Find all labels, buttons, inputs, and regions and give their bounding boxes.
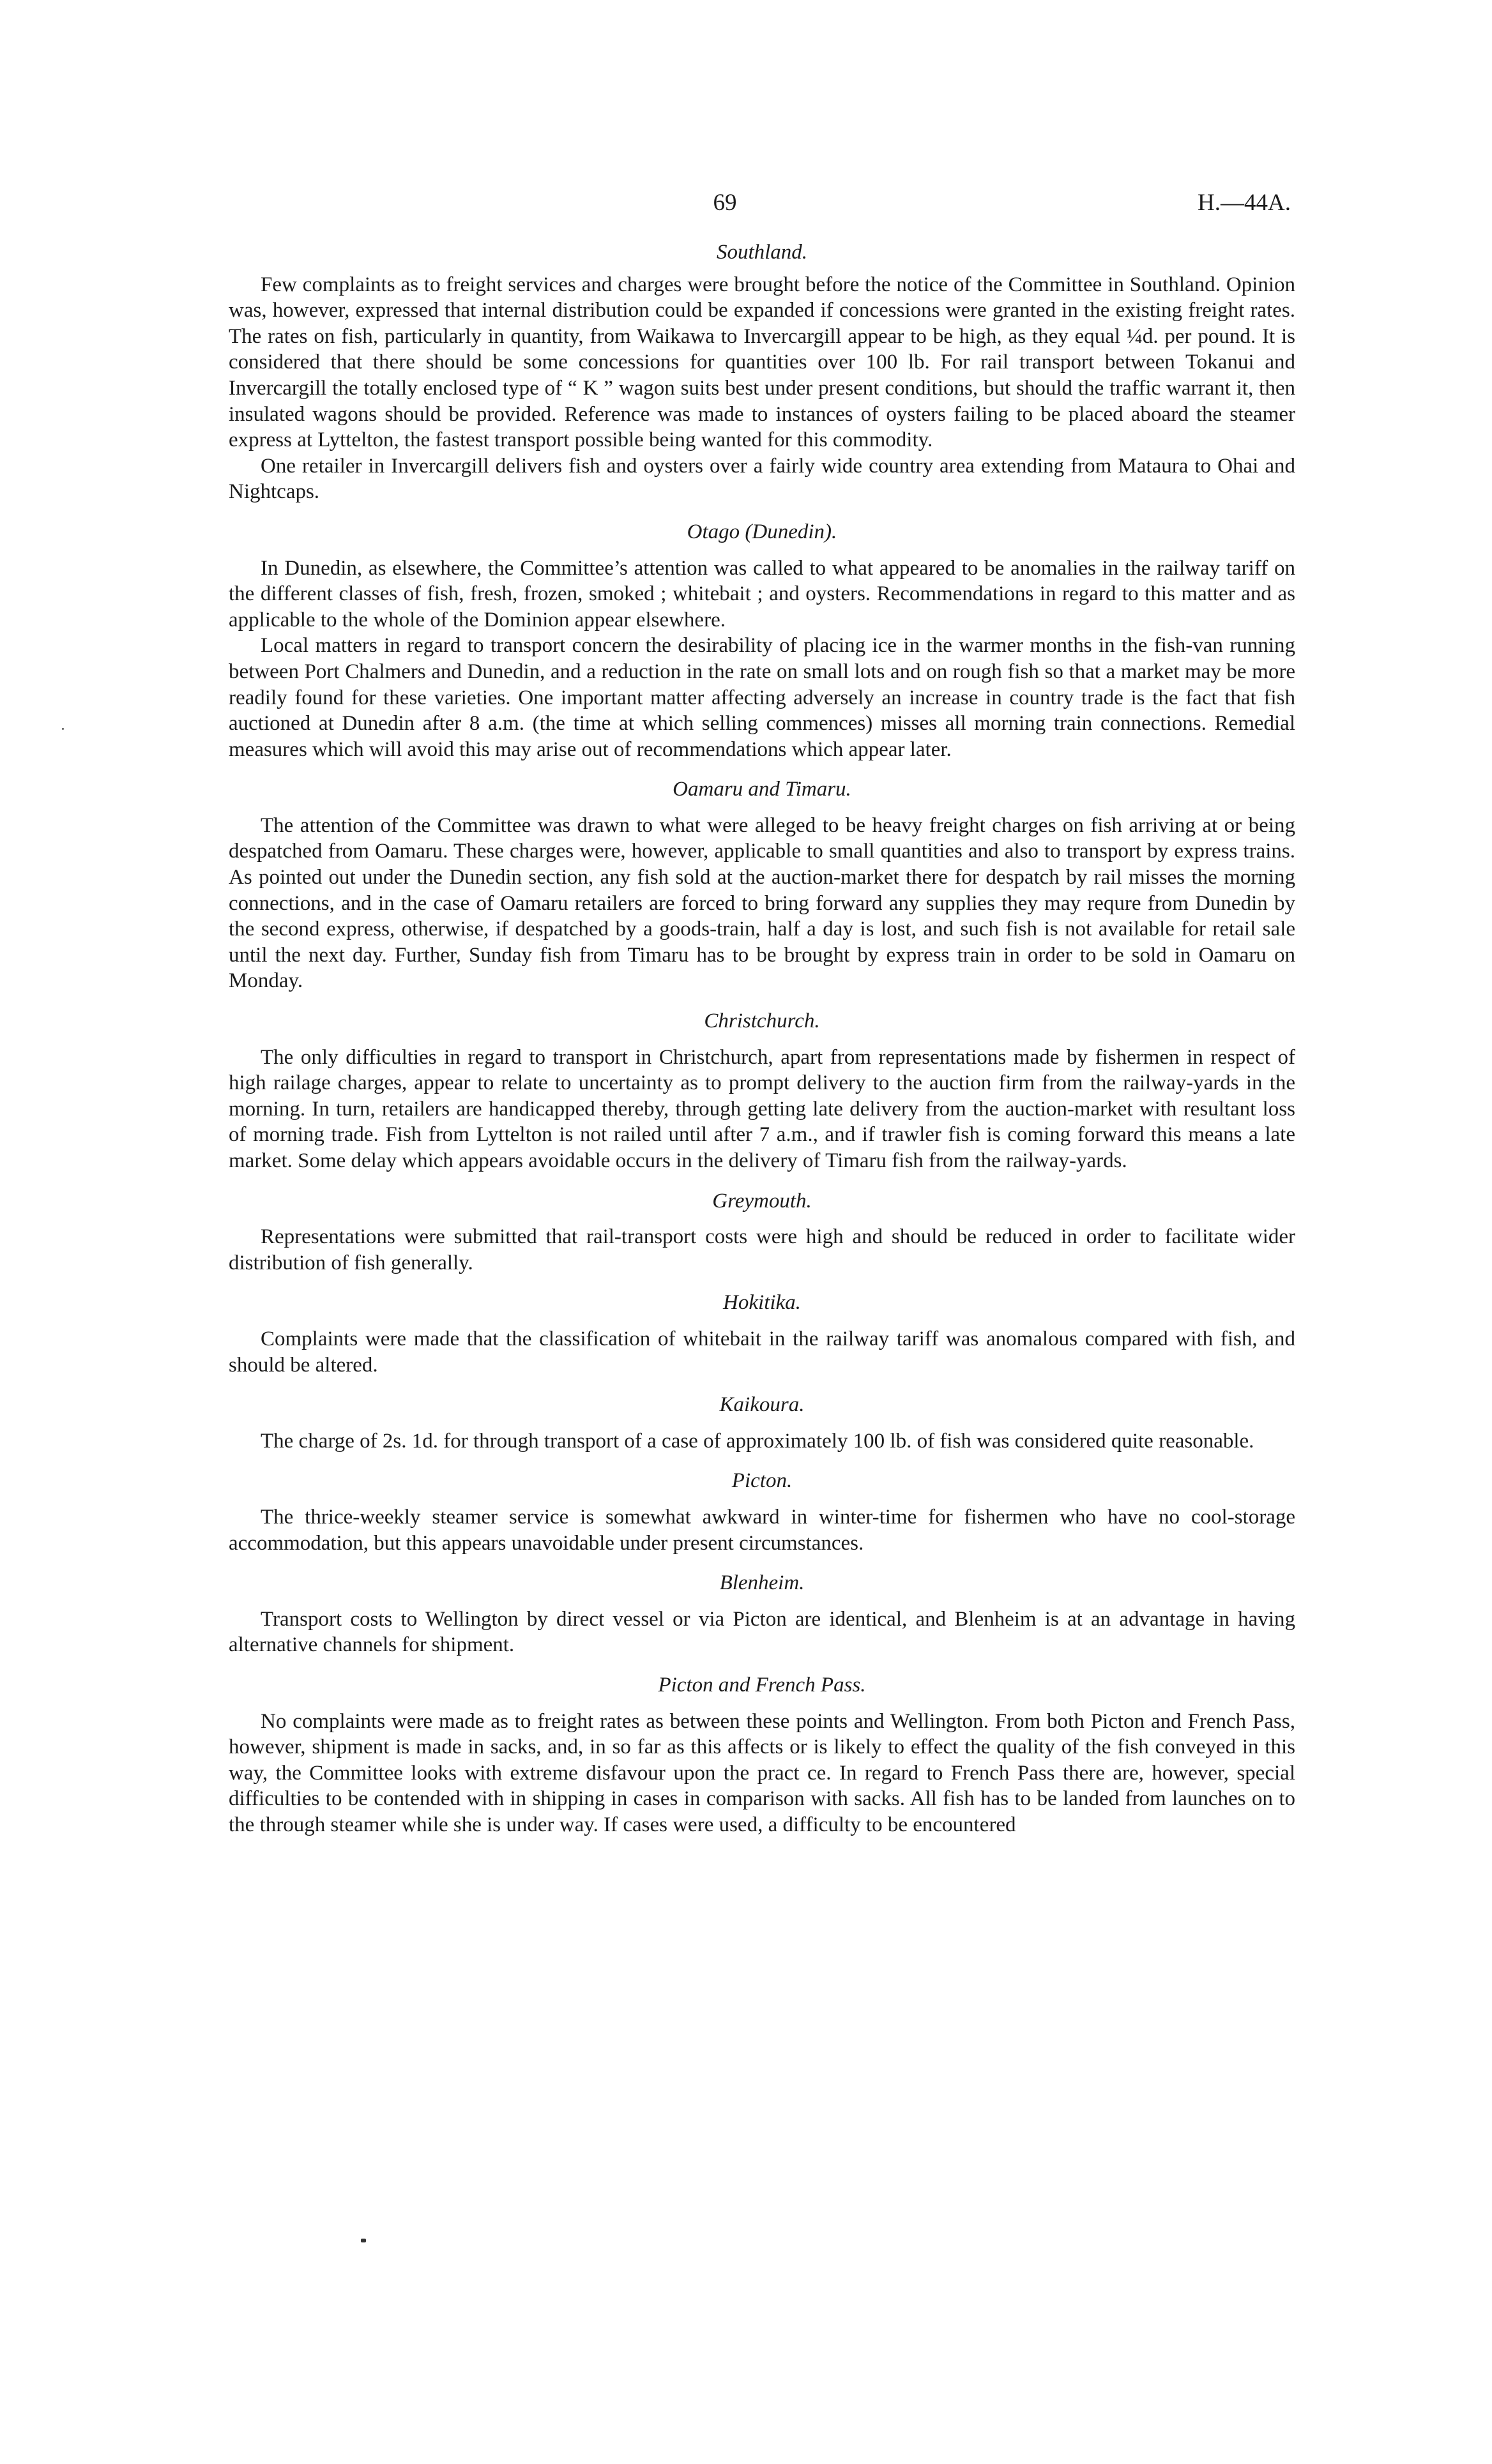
document-body [229, 239, 1295, 1838]
section-heading: Southland. [716, 241, 808, 264]
paragraph: The only difficulties in regard to transport in Christchurch, apart from representations made by fishermen in respect of high railage charges, appear to relate to uncertainty as to prompt delivery to the auction firm from the railway-yards in the morning. In turn, retailers are handicapped thereby, through getting late delivery from the auction-market with resultant loss of morning trade. Fish from Lyttelton is not railed until after 7 a.m., and if trawler fish is coming forward this means a late market. Some delay which appears avoidable occurs in the delivery of Timaru fish from the railway-yards. [229, 1045, 1295, 1172]
section-heading: Otago (Dunedin). [687, 520, 837, 543]
section-hokitika [229, 1290, 1295, 1378]
section-kaikoura [229, 1392, 1295, 1454]
section-southland [229, 239, 1295, 505]
section-heading: Blenheim. [719, 1571, 805, 1595]
paragraph: The attention of the Committee was drawn to what were alleged to be heavy freight charges on fish arriving at or being despatched from Oamaru. These charges were, however, applicable to small quantities and also to transport by express trains. As pointed out under the Dunedin section, any fish sold at the auction-market there for despatch by rail misses the morning connections, and in the case of Oamaru retailers are forced to bring forward any supplies they may requre from Dunedin by the second express, otherwise, if despatched by a goods-train, half a day is lost, and such fish is not available for retail sale until the next day. Further, Sunday fish from Timaru has to be brought by express train in order to be sold in Oamaru on Monday. [229, 813, 1295, 993]
paragraph: No complaints were made as to freight rates as between these points and Wellington. From both Picton and French Pass, however, shipment is made in sacks, and, in so far as this affects or is likely to effect the quality of the fish conveyed in this way, the Committee looks with extreme disfavour upon the pract ce. In regard to French Pass there are, however, special difficulties to be contended with in shipping in cases in comparison with sacks. All fish has to be landed from launches on to the through steamer while she is under way. If cases were used, a difficulty to be encountered [229, 1709, 1295, 1836]
section-christchurch [229, 1008, 1295, 1174]
paragraph: Few complaints as to freight services and charges were brought before the notice of the Committee in Southland. Opinion was, however, expressed that internal distribution could be expanded if concessions were granted in the existing freight rates. The rates on fish, particularly in quantity, from Waikawa to Invercargill appear to be high, as they equal ¼d. per pound. It is considered that there should be some concessions for quantities over 100 lb. For rail transport between Tokanui and Invercargill the totally enclosed type of “ K ” wagon suits best under present conditions, but should the traffic warrant it, then insulated wagons should be provided. Reference was made to instances of oysters failing to be placed aboard the steamer express at Lyttelton, the fastest transport possible being wanted for this commodity. [229, 273, 1295, 452]
section-greymouth [229, 1188, 1295, 1276]
paragraph: In Dunedin, as elsewhere, the Committee’s attention was called to what appeared to be anomalies in the railway tariff on the different classes of fish, fresh, frozen, smoked ; whitebait ; and oysters. Recommendations in regard to this matter and as applicable to the whole of the Dominion appear elsewhere. [229, 556, 1295, 631]
section-heading: Kaikoura. [719, 1393, 805, 1417]
section-otago-dunedin [229, 519, 1295, 762]
paragraph: Representations were submitted that rail-transport costs were high and should be reduced in order to facilitate wider distribution of fish generally. [229, 1225, 1295, 1274]
section-picton [229, 1468, 1295, 1556]
paragraph: Local matters in regard to transport concern the desirability of placing ice in the warmer months in the fish-van running between Port Chalmers and Dunedin, and a reduction in the rate on small lots and on rough fish so that a market may be more readily found for these varieties. One important matter affecting adversely an increase in country trade is the fact that fish auctioned at Dunedin after 8 a.m. (the time at which selling commences) misses all morning train connections. Remedial measures which will avoid this may arise out of recommendations which appear later. [229, 634, 1295, 761]
paragraph: The thrice-weekly steamer service is somewhat awkward in winter-time for fishermen who have no cool-storage accommodation, but this appears unavoidable under present circumstances. [229, 1505, 1295, 1555]
section-heading: Christchurch. [704, 1009, 820, 1033]
section-heading: Greymouth. [712, 1189, 812, 1213]
paragraph: One retailer in Invercargill delivers fish and oysters over a fairly wide country area extending from Mataura to Ohai and Nightcaps. [229, 454, 1295, 504]
page-number: 69 [713, 190, 737, 216]
section-heading: Picton and French Pass. [658, 1673, 866, 1697]
section-heading: Picton. [731, 1469, 793, 1493]
paragraph: The charge of 2s. 1d. for through transport of a case of approximately 100 lb. of fish was considered quite reasonable. [261, 1429, 1254, 1453]
page-header [0, 189, 1492, 221]
section-blenheim [229, 1570, 1295, 1658]
section-picton-french-pass [229, 1672, 1295, 1838]
section-heading: Oamaru and Timaru. [673, 778, 851, 801]
scan-mark [361, 2239, 366, 2242]
document-reference: H.—44A. [1198, 190, 1291, 216]
paragraph: Complaints were made that the classification of whitebait in the railway tariff was anomalous compared with fish, and should be altered. [229, 1327, 1295, 1377]
section-heading: Hokitika. [723, 1291, 801, 1315]
section-oamaru-timaru [229, 776, 1295, 994]
paragraph: Transport costs to Wellington by direct vessel or via Picton are identical, and Blenheim is at an advantage in having alternative channels for shipment. [229, 1607, 1295, 1657]
scan-speck [62, 728, 64, 730]
